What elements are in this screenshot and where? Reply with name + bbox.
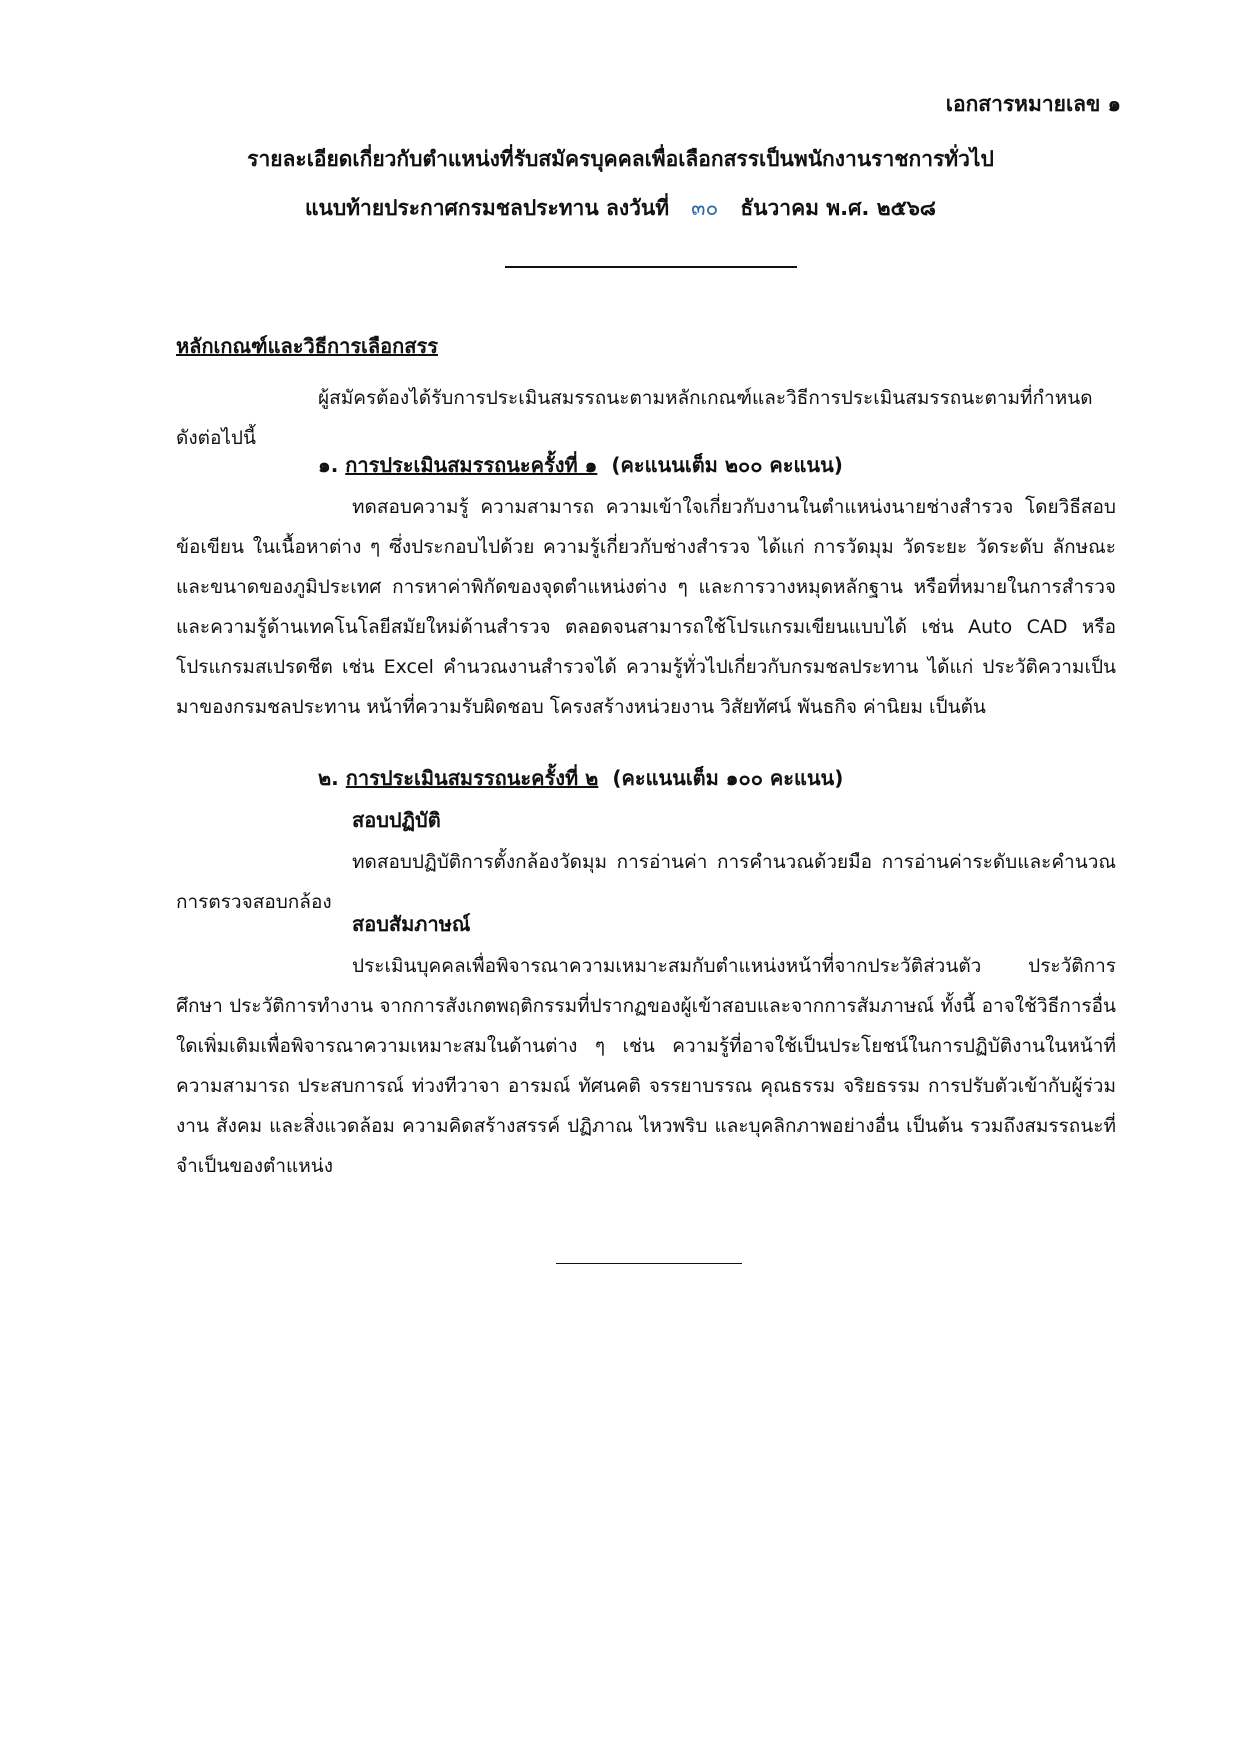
practical-test-body: ทดสอบปฏิบัติการตั้งกล้องวัดมุม การอ่านค่า การคำนวณด้วยมือ การอ่านค่าระดับและคำนวณ การตรวจสอบกล้อง bbox=[176, 851, 1116, 913]
subtitle-prefix: แนบท้ายประกาศกรมชลประทาน ลงวันที่ bbox=[304, 196, 670, 220]
document-title: รายละเอียดเกี่ยวกับตำแหน่งที่รับสมัครบุคคลเพื่อเลือกสรรเป็นพนักงานราชการทั่วไป bbox=[247, 147, 994, 171]
practical-test-title: สอบปฏิบัติ bbox=[352, 808, 441, 832]
round-1-number: ๑. bbox=[318, 453, 339, 477]
round-1-heading bbox=[318, 449, 843, 481]
intro-paragraph: ผู้สมัครต้องได้รับการประเมินสมรรถนะตามหลักเกณฑ์และวิธีการประเมินสมรรถนะตามที่กำหนด ดังต่อไปนี้ bbox=[176, 387, 1093, 449]
document-subtitle bbox=[0, 192, 1241, 225]
round-2-heading bbox=[318, 762, 843, 794]
document-number: เอกสารหมายเลข ๑ bbox=[945, 92, 1121, 116]
interview-title: สอบสัมภาษณ์ bbox=[352, 912, 471, 936]
title-divider bbox=[505, 266, 797, 268]
section-heading: หลักเกณฑ์และวิธีการเลือกสรร bbox=[176, 334, 438, 358]
round-1-points: (คะแนนเต็ม ๒๐๐ คะแนน) bbox=[611, 453, 843, 477]
round-2-label: การประเมินสมรรถนะครั้งที่ ๒ bbox=[345, 766, 599, 790]
end-divider bbox=[556, 1263, 742, 1264]
round-2-number: ๒. bbox=[318, 766, 339, 790]
announcement-day: ๓๐ bbox=[691, 196, 719, 220]
round-1-body: ทดสอบความรู้ ความสามารถ ความเข้าใจเกี่ยวกับงานในตำแหน่งนายช่างสำรวจ โดยวิธีสอบข้อเขียน ในเนื้อหาต่าง ๆ ซึ่งประกอบไปด้วย ความรู้เกี่ยวกับช่างสำรวจ ได้แก่ การวัดมุม วัดระยะ วัดระดับ ลักษณะและขนาดของภูมิประเทศ การหาค่าพิกัดของจุดตำแหน่งต่าง ๆ และการวางหมุดหลักฐาน หรือที่หมายในการสำรวจ และความรู้ด้านเทคโนโลยีสมัยใหม่ด้านสำรวจ ตลอดจนสามารถใช้โปรแกรมเขียนแบบได้ เช่น Auto CAD หรือโปรแกรมสเปรดชีต เช่น Excel คำนวณงานสำรวจได้ ความรู้ทั่วไปเกี่ยวกับกรมชลประทาน ได้แก่ ประวัติความเป็นมาของกรมชลประทาน หน้าที่ความรับผิดชอบ โครงสร้างหน่วยงาน วิสัยทัศน์ พันธกิจ ค่านิยม เป็นต้น bbox=[176, 496, 1116, 718]
round-2-points: (คะแนนเต็ม ๑๐๐ คะแนน) bbox=[612, 766, 844, 790]
round-1-label: การประเมินสมรรถนะครั้งที่ ๑ bbox=[345, 453, 598, 477]
subtitle-suffix: ธันวาคม พ.ศ. ๒๕๖๘ bbox=[740, 196, 936, 220]
interview-body: ประเมินบุคคลเพื่อพิจารณาความเหมาะสมกับตำแหน่งหน้าที่จากประวัติส่วนตัว ประวัติการศึกษา ประวัติการทำงาน จากการสังเกตพฤติกรรมที่ปรากฏของผู้เข้าสอบและจากการสัมภาษณ์ ทั้งนี้ อาจใช้วิธีการอื่นใดเพิ่มเติมเพื่อพิจารณาความเหมาะสมในด้านต่าง ๆ เช่น ความรู้ที่อาจใช้เป็นประโยชน์ในการปฏิบัติงานในหน้าที่ ความสามารถ ประสบการณ์ ท่วงทีวาจา อารมณ์ ทัศนคติ จรรยาบรรณ คุณธรรม จริยธรรม การปรับตัวเข้ากับผู้ร่วมงาน สังคม และสิ่งแวดล้อม ความคิดสร้างสรรค์ ปฏิภาณ ไหวพริบ และบุคลิกภาพอย่างอื่น เป็นต้น รวมถึงสมรรถนะที่จำเป็นของตำแหน่ง bbox=[176, 955, 1116, 1177]
